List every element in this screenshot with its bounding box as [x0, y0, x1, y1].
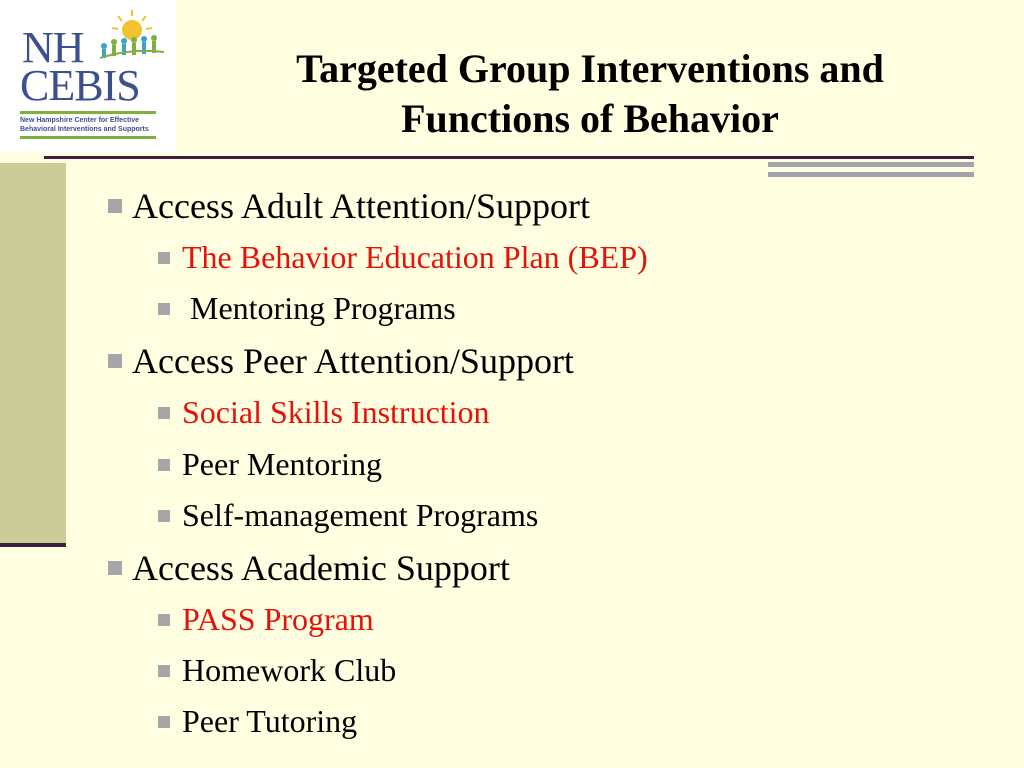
bullet-text: Social Skills Instruction — [182, 394, 490, 430]
side-accent-line — [0, 543, 66, 547]
bullet-marker-icon — [158, 407, 170, 419]
sub-bullet-item — [158, 652, 396, 688]
bullet-item — [108, 186, 590, 226]
header-rule — [44, 156, 974, 159]
bullet-text: Peer Tutoring — [182, 703, 358, 739]
nh-cebis-logo — [0, 0, 176, 152]
sub-bullet-item — [158, 497, 538, 533]
bullet-marker-icon — [108, 199, 122, 213]
bullet-text: Access Academic Support — [132, 548, 510, 588]
sub-bullet-item — [158, 394, 490, 430]
sub-bullet-item — [158, 446, 382, 482]
logo-text-nh: NH — [22, 23, 84, 72]
bullet-marker-icon — [158, 614, 170, 626]
sub-bullet-item — [158, 290, 456, 326]
bullet-text: PASS Program — [182, 601, 374, 637]
bullet-marker-icon — [158, 252, 170, 264]
sun-people-icon — [96, 8, 166, 62]
bullet-text: Homework Club — [182, 652, 397, 688]
side-accent-strip — [0, 163, 66, 545]
bullet-text: Self-management Programs — [182, 497, 539, 533]
bullet-marker-icon — [158, 303, 170, 315]
logo-tagline: New Hampshire Center for Effective Behavioral Interventions and Supports — [20, 117, 149, 133]
logo-divider — [20, 136, 156, 139]
sub-bullet-item — [158, 239, 648, 275]
logo-divider — [20, 111, 156, 114]
bullet-text: Access Peer Attention/Support — [132, 341, 574, 381]
slide-title-line-2: Functions of Behavior — [401, 96, 779, 141]
bullet-text: Peer Mentoring — [182, 446, 382, 482]
bullet-text: Access Adult Attention/Support — [132, 186, 590, 226]
bullet-marker-icon — [158, 510, 170, 522]
slide-title-line-1: Targeted Group Interventions and — [296, 46, 884, 91]
bullet-marker-icon — [158, 716, 170, 728]
bullet-marker-icon — [158, 459, 170, 471]
slide-title — [200, 44, 980, 144]
header-accent-bar — [768, 172, 974, 177]
bullet-item — [108, 341, 574, 381]
bullet-marker-icon — [108, 561, 122, 575]
logo-text-cebis: CEBIS — [20, 61, 140, 110]
bullet-text: Mentoring Programs — [182, 290, 456, 326]
header-accent-bar — [768, 162, 974, 167]
bullet-marker-icon — [108, 354, 122, 368]
sub-bullet-item — [158, 601, 374, 637]
bullet-text: The Behavior Education Plan (BEP) — [182, 239, 648, 275]
bullet-marker-icon — [158, 665, 170, 677]
sub-bullet-item — [158, 703, 357, 739]
bullet-item — [108, 548, 510, 588]
